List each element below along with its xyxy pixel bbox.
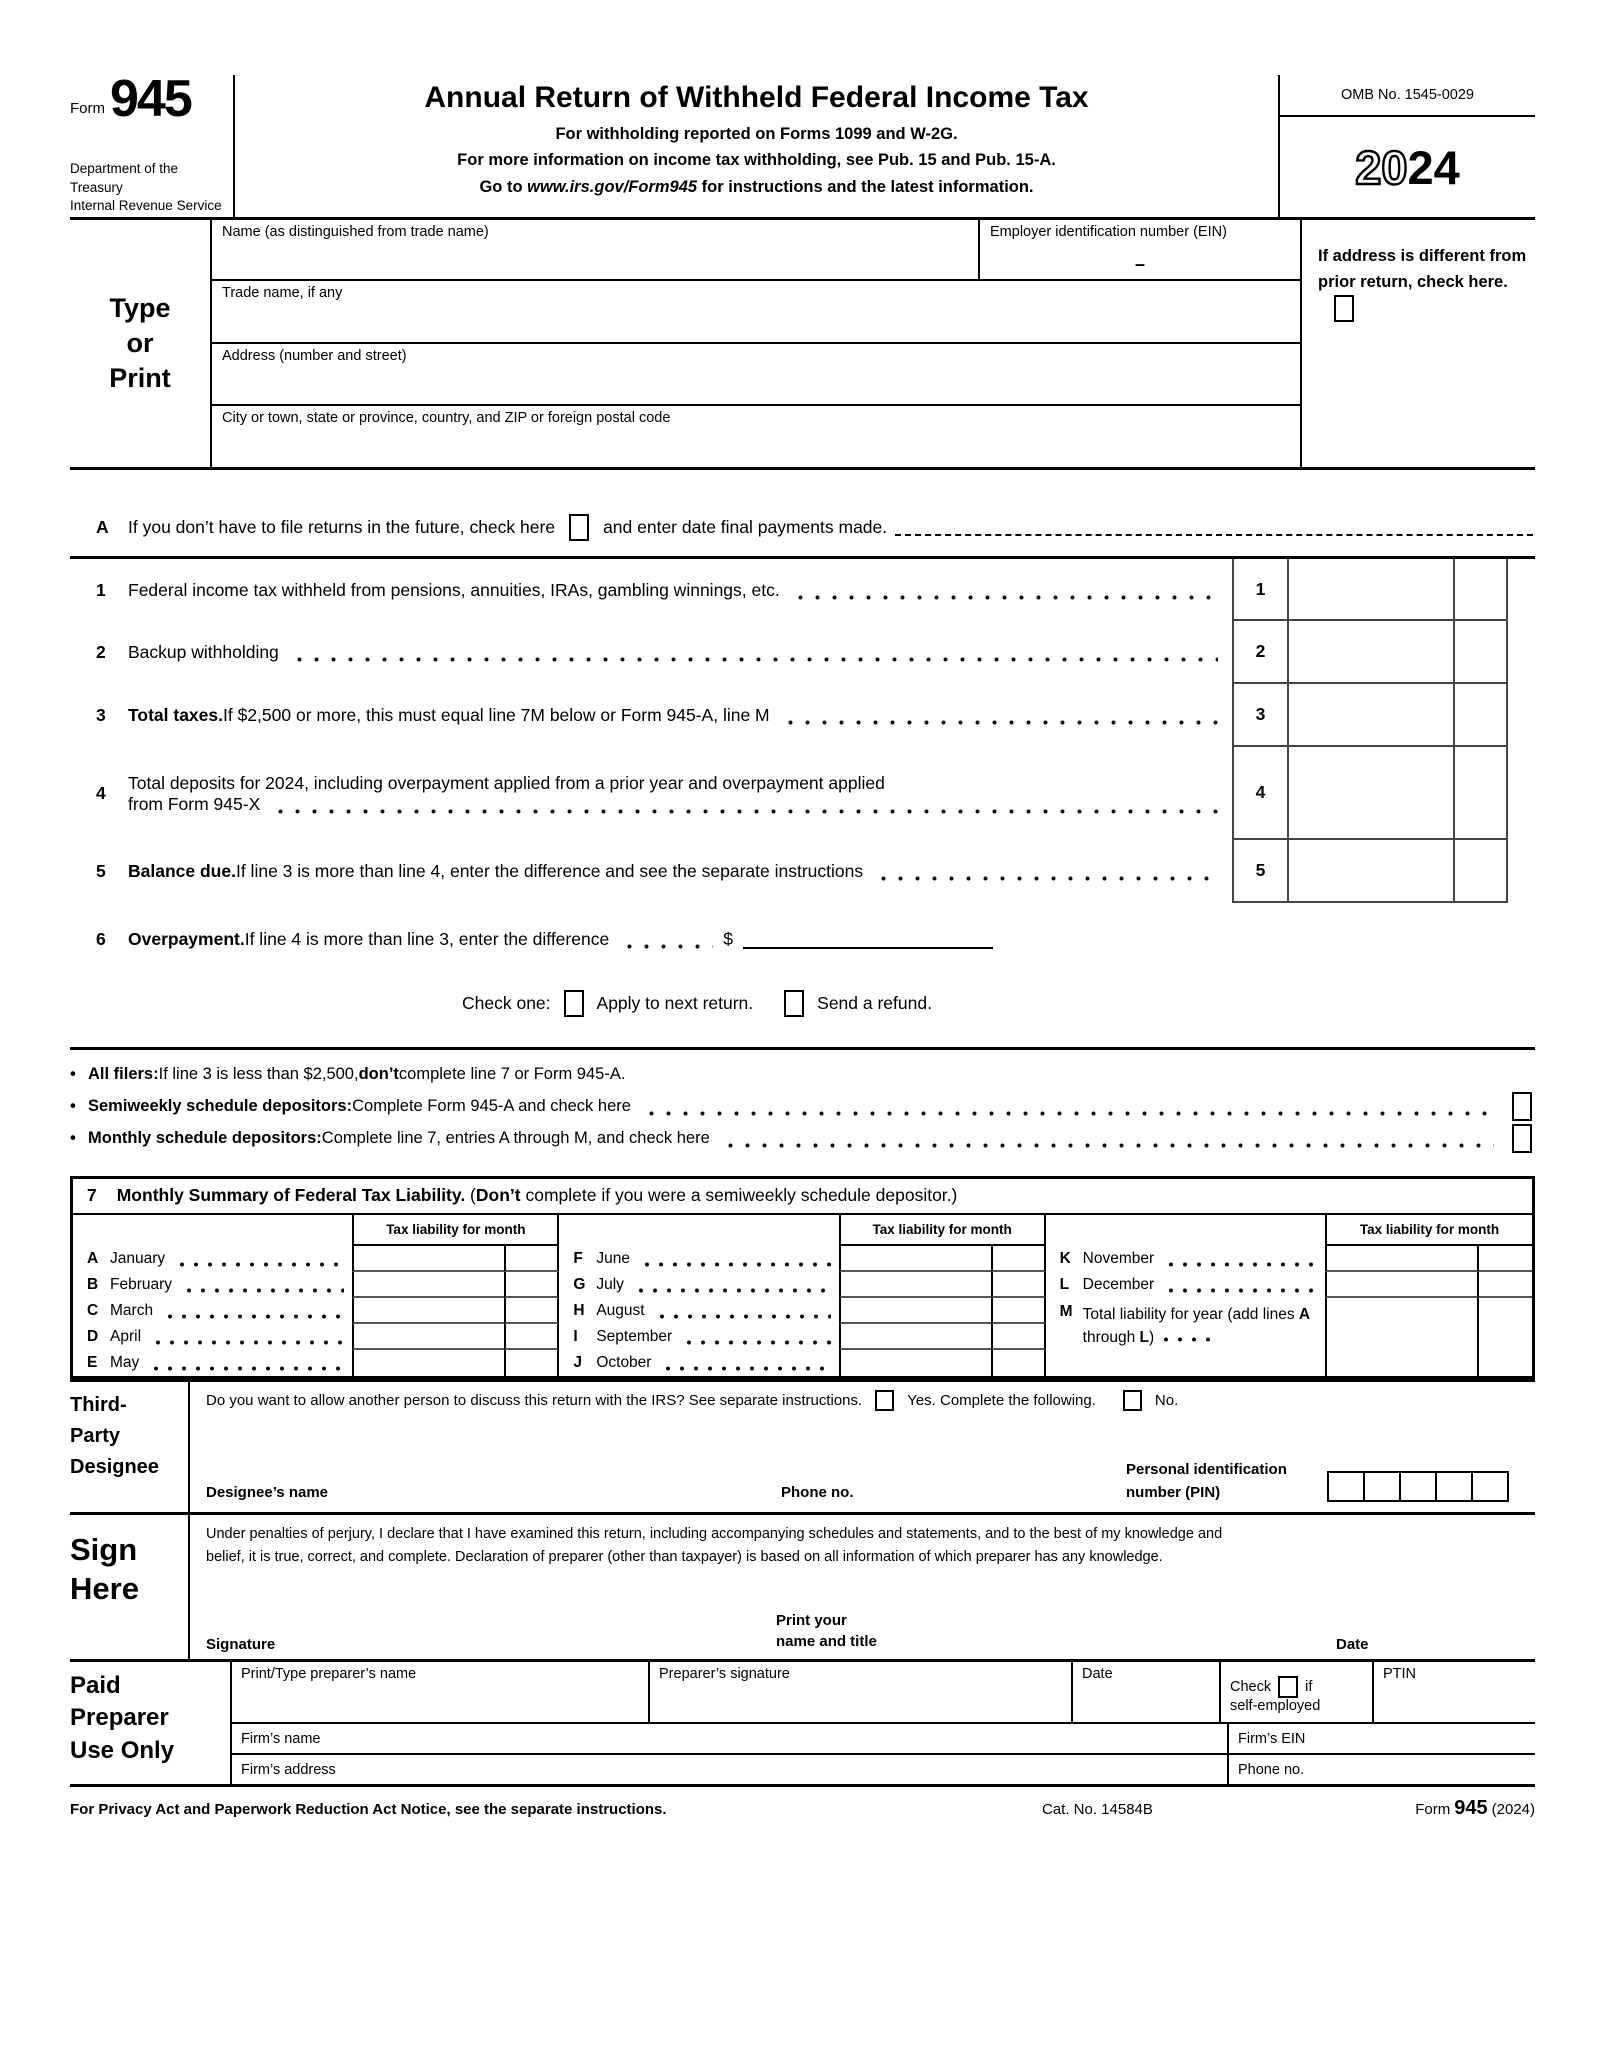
dot-leader xyxy=(151,1340,344,1345)
label-line: Party xyxy=(70,1425,121,1447)
table-7-body xyxy=(73,1215,1532,1376)
margin-spacer xyxy=(1508,840,1535,903)
firm-phone-field[interactable] xyxy=(1227,1755,1535,1784)
line-2-box-label: 2 xyxy=(1232,621,1287,684)
paid-preparer-section xyxy=(70,1659,1535,1787)
line-5-amount-dollars[interactable] xyxy=(1287,840,1453,903)
liability-february-cents[interactable] xyxy=(504,1272,559,1298)
row-letter: I xyxy=(573,1328,578,1345)
line-3-amount-dollars[interactable] xyxy=(1287,684,1453,747)
year-bold: 24 xyxy=(1407,140,1460,194)
total-liability-row xyxy=(1046,1298,1532,1376)
liability-july-cents[interactable] xyxy=(991,1272,1046,1298)
form-number-block xyxy=(70,70,235,217)
line-text xyxy=(128,559,1232,621)
line-number: 1 xyxy=(96,579,106,600)
omb-number: OMB No. 1545-0029 xyxy=(1280,75,1535,117)
dot-leader xyxy=(682,1340,831,1345)
dot-leader xyxy=(149,1366,344,1371)
line-number: 4 xyxy=(96,783,106,803)
year-outline: 20 xyxy=(1355,140,1408,194)
line-text xyxy=(128,840,1232,903)
liability-november-cents[interactable] xyxy=(1477,1246,1532,1272)
type-or-print-section xyxy=(70,220,1535,470)
line-item-6 xyxy=(70,903,1535,975)
send-a-refund-label: Send a refund. xyxy=(817,992,932,1013)
dot-leader xyxy=(1159,1337,1217,1342)
table-7-title xyxy=(73,1179,1532,1215)
goto-text: Go to xyxy=(479,177,528,196)
address-change-note xyxy=(1302,220,1535,467)
line-2-amount-dollars[interactable] xyxy=(1287,621,1453,684)
month-row-august xyxy=(559,1298,1045,1324)
line-4-text-2: from Form 945-X xyxy=(128,793,261,814)
third-party-designee-section xyxy=(70,1379,1535,1512)
line-1-amount-dollars[interactable] xyxy=(1287,559,1453,621)
preparer-signature-label: Preparer’s signature xyxy=(659,1666,790,1682)
line-5-amount-cents[interactable] xyxy=(1453,840,1508,903)
preparer-date-label: Date xyxy=(1082,1666,1113,1682)
perjury-line-1: Under penalties of perjury, I declare that I have examined this return, including accompanying schedules and statements, and to the best of my knowledge and xyxy=(206,1526,1223,1542)
ein-field[interactable] xyxy=(978,220,1300,279)
dot-leader xyxy=(1164,1288,1317,1293)
dot-leader xyxy=(1164,1262,1317,1267)
liability-september-cents[interactable] xyxy=(991,1324,1046,1350)
omb-year-block xyxy=(1280,75,1535,217)
address-change-checkbox[interactable] xyxy=(1334,295,1354,322)
label-line: or xyxy=(126,327,154,358)
line-number: 2 xyxy=(96,642,106,662)
label-line: Preparer xyxy=(70,1704,169,1732)
liability-june-cents[interactable] xyxy=(991,1246,1046,1272)
bullet-icon: • xyxy=(70,1064,76,1083)
month-group-3 xyxy=(1046,1215,1532,1376)
dot-leader xyxy=(272,809,1218,814)
line-a-text: If you don’t have to file returns in the future, check here xyxy=(128,517,556,537)
address-change-text: If address is different from prior return, check here. xyxy=(1318,247,1527,291)
line-5-box-label: 5 xyxy=(1232,840,1287,903)
designee-pin-label: Personal identification number (PIN) xyxy=(1126,1461,1287,1501)
liability-total-dollars[interactable] xyxy=(1325,1298,1477,1376)
margin-spacer xyxy=(1508,684,1535,747)
form-word: Form xyxy=(70,99,105,117)
third-party-designee-label xyxy=(70,1382,190,1512)
month-group-1 xyxy=(73,1215,559,1376)
preparer-date-field[interactable] xyxy=(1071,1662,1219,1722)
m-text: ) xyxy=(1149,1329,1155,1347)
final-return-checkbox[interactable] xyxy=(569,514,589,541)
month-label: August xyxy=(596,1302,645,1319)
month-label: March xyxy=(110,1302,154,1319)
line-4-box-label: 4 xyxy=(1232,747,1287,840)
table-7-paren: ( xyxy=(465,1185,476,1205)
line-number: 6 xyxy=(96,928,106,949)
liability-april-cents[interactable] xyxy=(504,1324,559,1350)
margin-spacer xyxy=(1508,621,1535,684)
all-filers-text-2: complete line 7 or Form 945-A. xyxy=(398,1064,626,1083)
pin-cell-3[interactable] xyxy=(1399,1471,1437,1502)
subtitle-3 xyxy=(235,174,1278,200)
semiweekly-bold: Semiweekly schedule depositors: xyxy=(88,1096,353,1115)
perjury-statement xyxy=(206,1523,1527,1569)
firm-address-label: Firm’s address xyxy=(241,1761,336,1778)
liability-june-dollars[interactable] xyxy=(839,1246,991,1272)
month-row-october xyxy=(559,1350,1045,1376)
dot-leader xyxy=(655,1314,831,1319)
entity-fields xyxy=(210,220,1302,467)
label-line: Designee xyxy=(70,1456,159,1478)
month-label: October xyxy=(596,1354,652,1371)
monthly-notice xyxy=(70,1122,1535,1154)
month-label: July xyxy=(596,1276,624,1293)
perjury-line-2: belief, it is true, correct, and complete. Declaration of preparer (other than taxpayer) is based on all information of which preparer has any knowledge. xyxy=(206,1549,1163,1566)
line-3-bold-text: Total taxes. xyxy=(128,705,223,725)
line-2-amount-cents[interactable] xyxy=(1453,621,1508,684)
monthly-depositor-checkbox[interactable] xyxy=(1512,1124,1532,1153)
month-row-july xyxy=(559,1272,1045,1298)
ptin-field[interactable] xyxy=(1372,1662,1535,1722)
liability-march-cents[interactable] xyxy=(504,1298,559,1324)
column-header: Tax liability for month xyxy=(839,1215,1046,1246)
dot-leader xyxy=(182,1288,344,1293)
send-a-refund-checkbox[interactable] xyxy=(784,990,804,1017)
city-label: City or town, state or province, country, and ZIP or foreign postal code xyxy=(222,410,671,427)
page-footer xyxy=(70,1797,1535,1829)
row-letter: E xyxy=(87,1354,98,1371)
line-7-number: 7 xyxy=(87,1185,97,1205)
label-line: Sign xyxy=(70,1532,138,1567)
dot-leader xyxy=(782,720,1218,725)
row-letter: B xyxy=(87,1276,99,1293)
trade-name-field[interactable] xyxy=(212,281,1300,344)
bullet-icon: • xyxy=(70,1128,76,1147)
line-4-amount-cents[interactable] xyxy=(1453,747,1508,840)
dot-leader xyxy=(291,657,1218,662)
designee-yes-checkbox[interactable] xyxy=(875,1390,894,1411)
print-label-line: name and title xyxy=(776,1633,877,1651)
line-item-4 xyxy=(70,747,1535,840)
final-payment-date-field[interactable] xyxy=(895,534,1533,536)
subtitle-2: For more information on income tax withholding, see Pub. 15 and Pub. 15-A. xyxy=(457,151,1056,170)
address-label: Address (number and street) xyxy=(222,347,407,364)
dont-bold: don’t xyxy=(358,1064,399,1083)
form-header xyxy=(70,70,1535,217)
month-label: June xyxy=(596,1250,630,1267)
dept-treasury: Department of the Treasury xyxy=(70,161,179,195)
row-letter: K xyxy=(1059,1250,1071,1267)
line-6-bold-text: Overpayment. xyxy=(128,928,245,949)
firm-address-field[interactable] xyxy=(230,1755,1227,1784)
label-line: Use Only xyxy=(70,1736,175,1764)
line-1-amount-cents[interactable] xyxy=(1453,559,1508,621)
depositor-notices xyxy=(70,1050,1535,1164)
m-text: Total liability for year (add lines xyxy=(1082,1306,1299,1323)
row-letter: D xyxy=(87,1328,99,1345)
month-label: December xyxy=(1082,1276,1155,1293)
liability-may-cents[interactable] xyxy=(504,1350,559,1376)
preparer-name-label: Print/Type preparer’s name xyxy=(241,1666,417,1682)
city-field[interactable] xyxy=(212,406,1300,467)
tax-year xyxy=(1280,117,1535,217)
monthly-summary-table xyxy=(70,1176,1535,1379)
name-field[interactable] xyxy=(212,220,978,279)
line-6-text: If line 4 is more than line 3, enter the difference xyxy=(244,928,610,949)
month-row-march xyxy=(73,1298,559,1324)
line-3-amount-cents[interactable] xyxy=(1453,684,1508,747)
month-label: April xyxy=(110,1328,142,1345)
all-filers-text: If line 3 is less than $2,500, xyxy=(158,1064,359,1083)
liability-january-cents[interactable] xyxy=(504,1246,559,1272)
print-name-title-field[interactable] xyxy=(776,1610,877,1654)
label-line: Type xyxy=(109,292,171,323)
phone-no-label: Phone no. xyxy=(1238,1761,1305,1778)
total-liability-text xyxy=(1083,1303,1319,1376)
line-item-5 xyxy=(70,840,1535,903)
line-text xyxy=(128,684,1232,747)
month-row-december xyxy=(1046,1272,1532,1298)
column-header: Tax liability for month xyxy=(1325,1215,1532,1246)
overpayment-amount-field[interactable] xyxy=(743,947,993,949)
monthly-bold: Monthly schedule depositors: xyxy=(88,1128,322,1147)
month-group-2 xyxy=(559,1215,1045,1376)
all-filers-notice xyxy=(70,1058,1535,1090)
liability-february-dollars[interactable] xyxy=(352,1272,504,1298)
address-field[interactable] xyxy=(212,344,1300,407)
line-a-text-2: and enter date final payments made. xyxy=(603,517,888,537)
pin-boxes xyxy=(1327,1471,1509,1502)
line-text xyxy=(128,621,1232,684)
form-number: 945 xyxy=(110,70,191,128)
apply-to-next-return-checkbox[interactable] xyxy=(564,990,584,1017)
preparer-signature-field[interactable] xyxy=(648,1662,1071,1722)
table-7-title-bold: Monthly Summary of Federal Tax Liability. xyxy=(116,1185,466,1205)
form-footer-id xyxy=(1415,1797,1535,1820)
dot-leader xyxy=(621,944,713,949)
semiweekly-text: Complete Form 945-A and check here xyxy=(352,1096,631,1115)
dot-leader xyxy=(175,1262,344,1267)
month-row-november xyxy=(1046,1246,1532,1272)
pin-cell-5[interactable] xyxy=(1471,1471,1509,1502)
month-row-january xyxy=(73,1246,559,1272)
sign-here-label xyxy=(70,1515,190,1659)
semiweekly-notice xyxy=(70,1090,1535,1122)
type-or-print-label xyxy=(70,220,210,467)
firm-ein-field[interactable] xyxy=(1227,1724,1535,1753)
line-item-1 xyxy=(70,559,1535,621)
line-1-box-label: 1 xyxy=(1232,559,1287,621)
subtitle-1: For withholding reported on Forms 1099 and W-2G. xyxy=(555,125,958,143)
ein-dash: – xyxy=(1134,254,1145,274)
margin-spacer xyxy=(1508,747,1535,840)
self-employed-label: self-employed xyxy=(1230,1698,1321,1714)
liability-march-dollars[interactable] xyxy=(352,1298,504,1324)
sign-here-section xyxy=(70,1512,1535,1659)
label-line: Print xyxy=(109,363,171,394)
irs-url[interactable]: www.irs.gov/Form945 xyxy=(527,177,698,196)
liability-july-dollars[interactable] xyxy=(839,1272,991,1298)
line-a xyxy=(70,514,1535,541)
line-4-amount-dollars[interactable] xyxy=(1287,747,1453,840)
sign-date-field[interactable]: Date xyxy=(1336,1636,1369,1653)
liability-october-dollars[interactable] xyxy=(839,1350,991,1376)
page-title: Annual Return of Withheld Federal Income Tax xyxy=(424,81,1089,114)
line-item-2 xyxy=(70,621,1535,684)
catalog-number: Cat. No. 14584B xyxy=(1042,1801,1153,1818)
line-5-bold-text: Balance due. xyxy=(128,861,236,881)
liability-april-dollars[interactable] xyxy=(352,1324,504,1350)
liability-october-cents[interactable] xyxy=(991,1350,1046,1376)
pin-cell-4[interactable] xyxy=(1435,1471,1473,1502)
line-3-text: If $2,500 or more, this must equal line 7M below or Form 945-A, line M xyxy=(223,705,770,725)
liability-august-dollars[interactable] xyxy=(839,1298,991,1324)
irs-label: Internal Revenue Service xyxy=(70,197,222,213)
line-a-letter: A xyxy=(96,517,109,537)
month-label: January xyxy=(110,1250,166,1267)
month-label: November xyxy=(1082,1250,1155,1267)
dot-leader xyxy=(661,1366,830,1371)
margin-spacer xyxy=(1508,559,1535,621)
table-7-dont-bold: Don’t xyxy=(475,1185,521,1205)
bullet-icon: • xyxy=(70,1096,76,1115)
column-header: Tax liability for month xyxy=(352,1215,559,1246)
check-one-row xyxy=(70,975,1535,1031)
form-title-block xyxy=(235,75,1280,217)
self-employed-checkbox[interactable] xyxy=(1278,1676,1298,1698)
month-label: February xyxy=(110,1276,173,1293)
goto-text-rest: for instructions and the latest information. xyxy=(697,177,1034,196)
liability-august-cents[interactable] xyxy=(991,1298,1046,1324)
check-label: Check xyxy=(1230,1679,1272,1695)
check-one-label: Check one: xyxy=(462,992,551,1013)
liability-november-dollars[interactable] xyxy=(1325,1246,1477,1272)
preparer-fields xyxy=(230,1662,1535,1784)
designee-yes-label: Yes. Complete the following. xyxy=(907,1392,1096,1409)
firm-name-label: Firm’s name xyxy=(241,1730,321,1747)
m-bold-a: A xyxy=(1298,1306,1311,1323)
firm-ein-label: Firm’s EIN xyxy=(1238,1730,1306,1747)
dollar-sign: $ xyxy=(723,928,733,949)
preparer-name-field[interactable] xyxy=(230,1662,648,1722)
month-row-september xyxy=(559,1324,1045,1350)
dot-leader xyxy=(792,595,1218,600)
label-line: Third- xyxy=(70,1394,127,1416)
signature-field[interactable]: Signature xyxy=(206,1636,276,1653)
form-number: 945 xyxy=(1454,1797,1488,1819)
designee-phone-field[interactable]: Phone no. xyxy=(781,1483,854,1501)
line-number: 5 xyxy=(96,861,106,881)
trade-name-label: Trade name, if any xyxy=(222,285,343,301)
liability-total-cents[interactable] xyxy=(1477,1298,1532,1376)
m-bold-l: L xyxy=(1139,1329,1150,1347)
row-letter: G xyxy=(573,1276,586,1293)
dot-leader xyxy=(643,1111,1494,1116)
row-letter: M xyxy=(1059,1303,1073,1320)
label-line: Paid xyxy=(70,1672,121,1699)
line-3-box-label: 3 xyxy=(1232,684,1287,747)
dot-leader xyxy=(640,1262,831,1267)
pin-cell-1[interactable] xyxy=(1327,1471,1365,1502)
name-label: Name (as distinguished from trade name) xyxy=(222,224,489,240)
pin-cell-2[interactable] xyxy=(1363,1471,1401,1502)
line-item-3 xyxy=(70,684,1535,747)
month-row-june xyxy=(559,1246,1045,1272)
row-letter: J xyxy=(573,1354,582,1371)
print-label-line: Print your xyxy=(776,1611,847,1629)
line-5-text: If line 3 is more than line 4, enter the difference and see the separate instructions xyxy=(235,861,864,881)
month-label: September xyxy=(596,1328,673,1345)
dot-leader xyxy=(634,1288,831,1293)
month-row-april xyxy=(73,1324,559,1350)
row-letter: F xyxy=(573,1250,583,1267)
month-row-february xyxy=(73,1272,559,1298)
designee-question: Do you want to allow another person to discuss this return with the IRS? See separate instructions. xyxy=(206,1392,863,1409)
line-number: 3 xyxy=(96,705,106,725)
semiweekly-depositor-checkbox[interactable] xyxy=(1512,1092,1532,1121)
self-employed-cell xyxy=(1219,1662,1372,1722)
label-line: Here xyxy=(70,1570,139,1606)
month-label: May xyxy=(110,1354,140,1371)
row-letter: A xyxy=(87,1250,99,1267)
third-party-content xyxy=(190,1382,1535,1512)
dot-leader xyxy=(722,1143,1494,1148)
sign-content xyxy=(190,1515,1535,1659)
designee-no-checkbox[interactable] xyxy=(1123,1390,1142,1411)
month-row-may xyxy=(73,1350,559,1376)
all-filers-bold: All filers: xyxy=(88,1064,159,1083)
liability-may-dollars[interactable] xyxy=(352,1350,504,1376)
dot-leader xyxy=(875,876,1218,881)
row-letter: H xyxy=(573,1302,585,1319)
row-letter: L xyxy=(1059,1276,1070,1293)
paid-preparer-label xyxy=(70,1662,230,1784)
liability-january-dollars[interactable] xyxy=(352,1246,504,1272)
designee-no-label: No. xyxy=(1154,1392,1179,1409)
ptin-label: PTIN xyxy=(1383,1666,1417,1682)
line-2-text: Backup withholding xyxy=(128,642,279,662)
liability-september-dollars[interactable] xyxy=(839,1324,991,1350)
row-letter: C xyxy=(87,1302,99,1319)
line-text xyxy=(128,747,1232,840)
m-text: through xyxy=(1082,1329,1140,1347)
line-1-text: Federal income tax withheld from pensions, annuities, IRAs, gambling winnings, etc. xyxy=(128,579,780,600)
form-year: (2024) xyxy=(1491,1801,1535,1818)
designee-name-field[interactable]: Designee’s name xyxy=(206,1483,328,1501)
line-4-text: Total deposits for 2024, including overpayment applied from a prior year and overpayment applied xyxy=(128,772,885,793)
liability-december-dollars[interactable] xyxy=(1325,1272,1477,1298)
monthly-text: Complete line 7, entries A through M, and check here xyxy=(321,1128,710,1147)
privacy-act-notice: For Privacy Act and Paperwork Reduction Act Notice, see the separate instructions. xyxy=(70,1801,667,1818)
table-7-title-rest: complete if you were a semiweekly schedule depositor.) xyxy=(520,1185,958,1205)
form-word: Form xyxy=(1415,1801,1451,1818)
ein-label: Employer identification number (EIN) xyxy=(990,224,1227,240)
if-label: if xyxy=(1305,1679,1313,1695)
apply-to-next-return-label: Apply to next return. xyxy=(596,992,754,1013)
liability-december-cents[interactable] xyxy=(1477,1272,1532,1298)
dot-leader xyxy=(163,1314,344,1319)
firm-name-field[interactable] xyxy=(230,1724,1227,1753)
